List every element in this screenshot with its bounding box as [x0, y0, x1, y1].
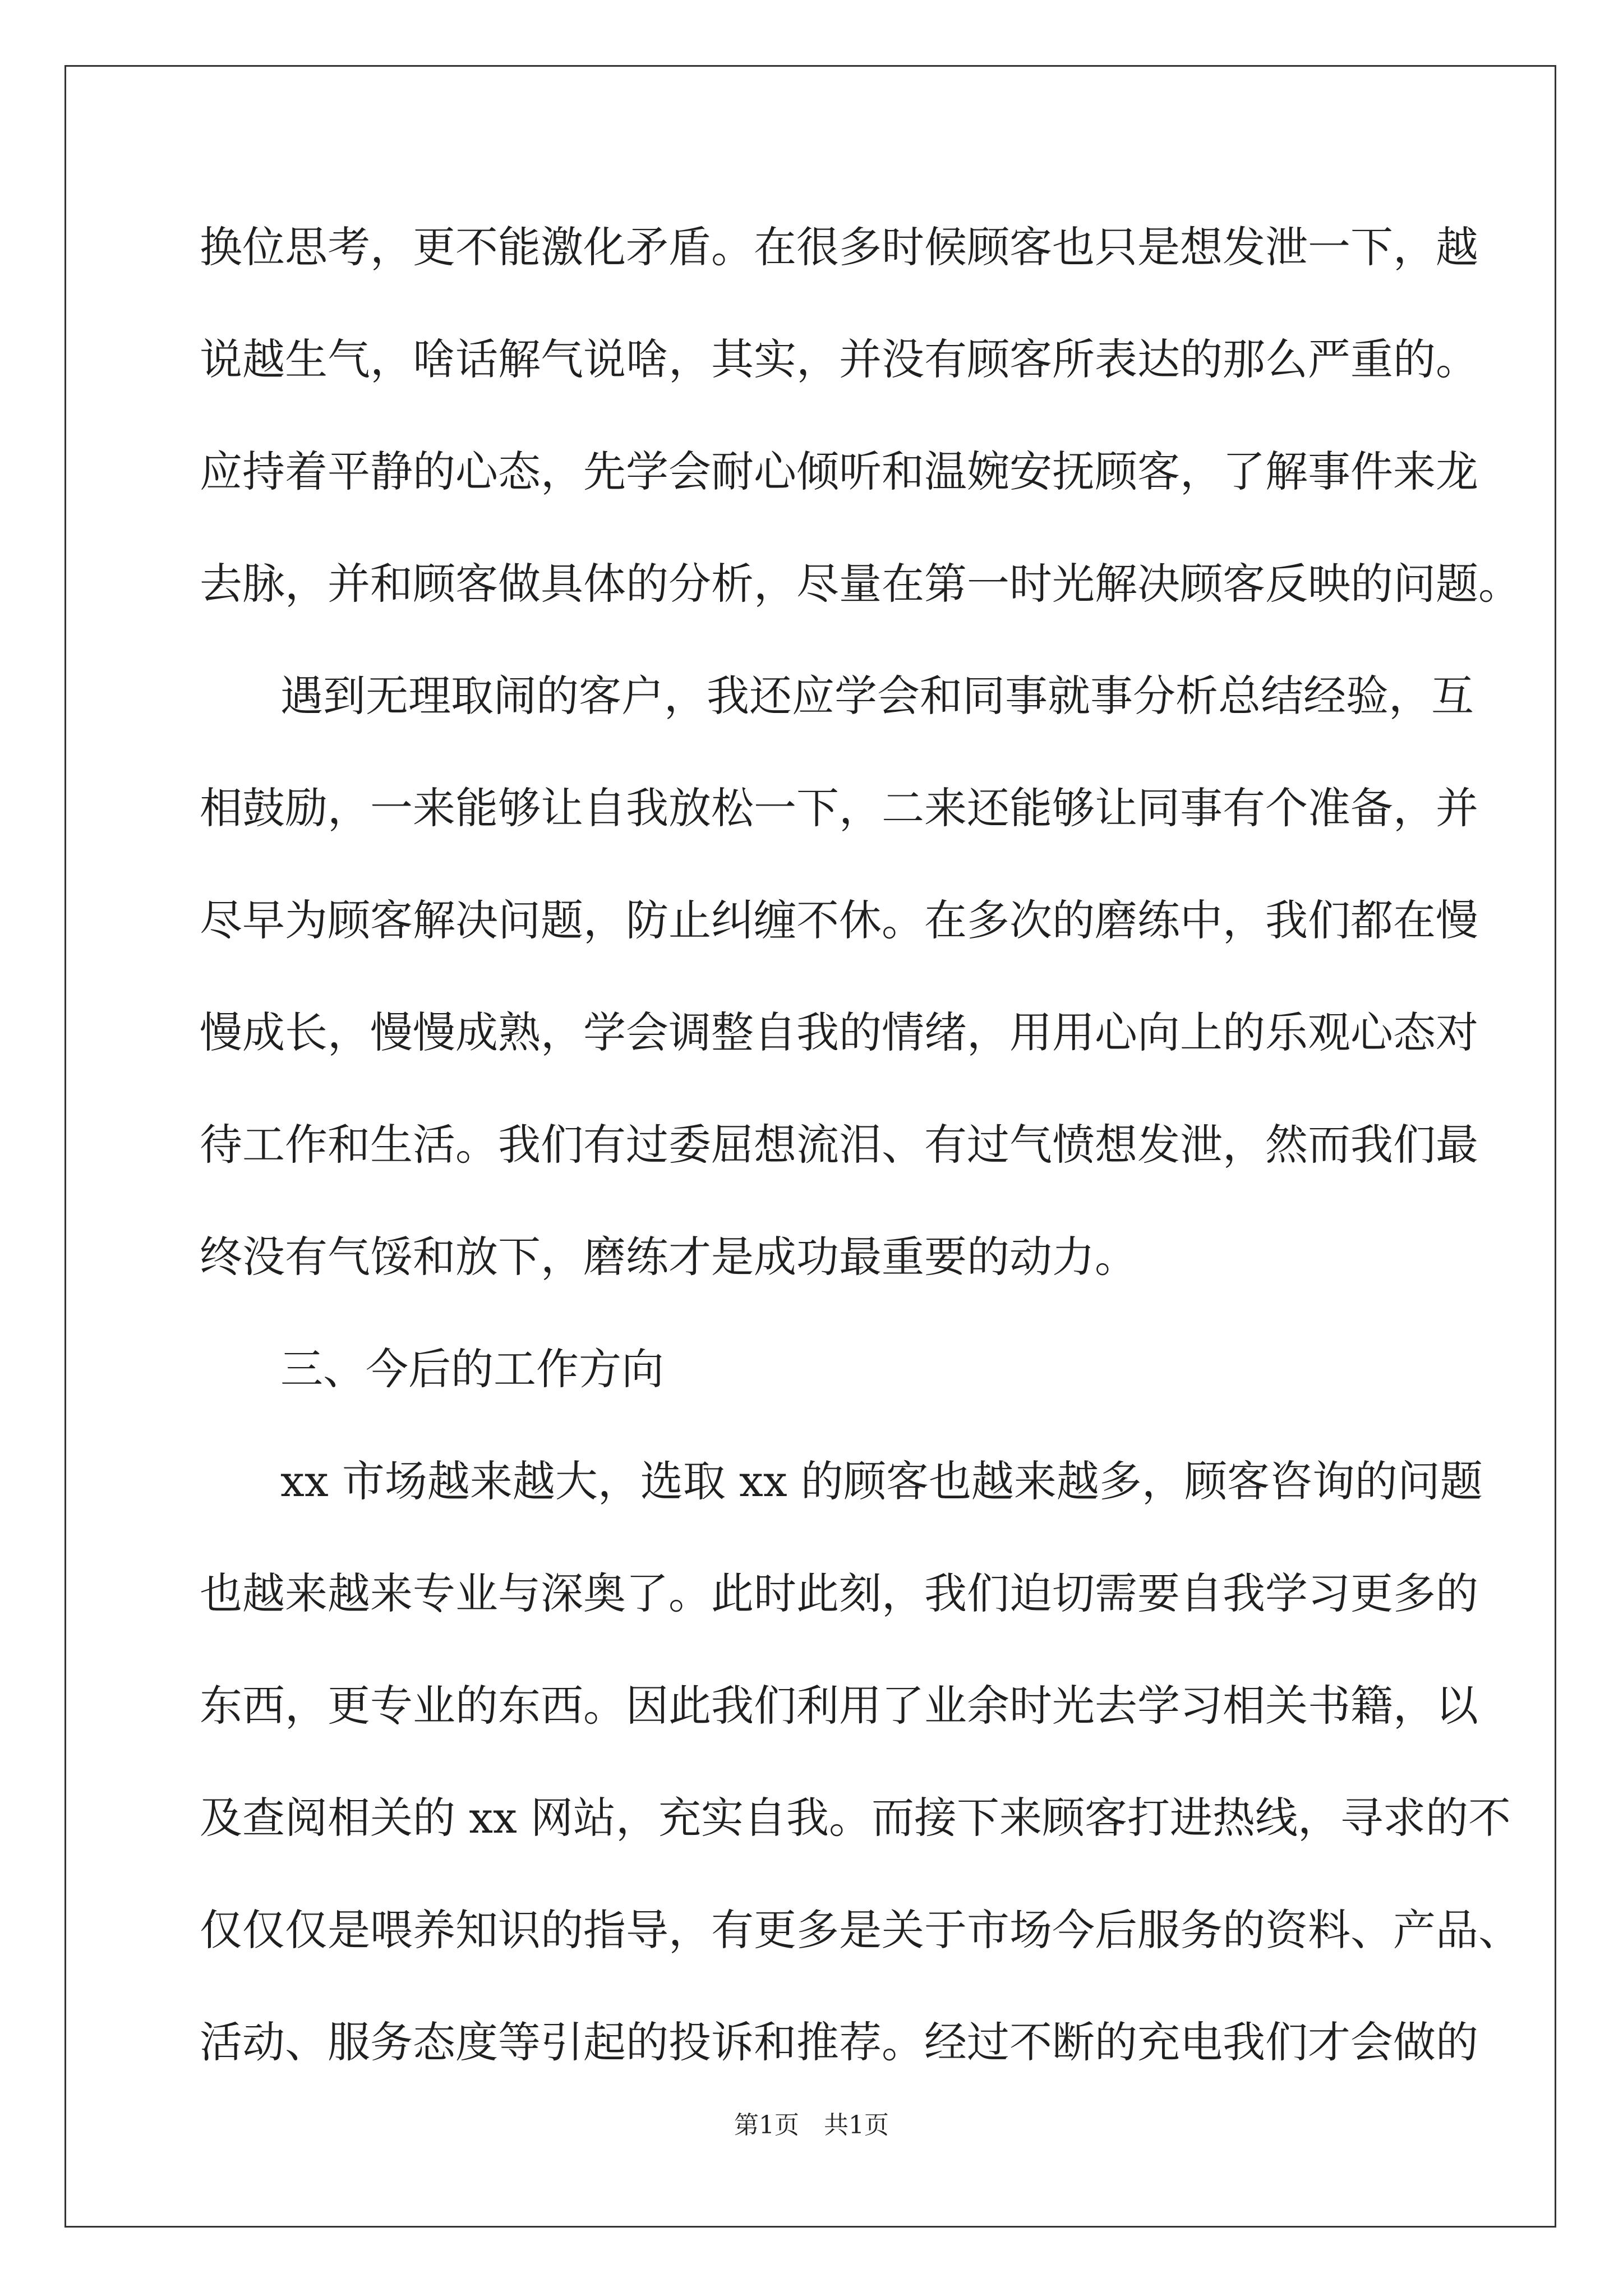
- body-line: 换位思考，更不能激化矛盾。在很多时候顾客也只是想发泄一下，越: [200, 222, 1478, 272]
- body-line: 东西，更专业的东西。因此我们利用了业余时光去学习相关书籍，以: [200, 1681, 1478, 1731]
- body-line: 相鼓励，一来能够让自我放松一下，二来还能够让同事有个准备，并: [200, 783, 1478, 833]
- body-line: 也越来越来专业与深奥了。此时此刻，我们迫切需要自我学习更多的: [200, 1568, 1478, 1618]
- body-line: 说越生气，啥话解气说啥，其实，并没有顾客所表达的那么严重的。: [200, 334, 1478, 384]
- body-line: 尽早为顾客解决问题，防止纠缠不休。在多次的磨练中，我们都在慢: [200, 895, 1478, 945]
- body-line: 去脉，并和顾客做具体的分析，尽量在第一时光解决顾客反映的问题。: [200, 559, 1521, 609]
- body-line: 仅仅仅是喂养知识的指导，有更多是关于市场今后服务的资料、产品、: [200, 1905, 1521, 1955]
- body-line: 待工作和生活。我们有过委屈想流泪、有过气愤想发泄，然而我们最: [200, 1120, 1478, 1170]
- section-heading: 三、今后的工作方向: [280, 1344, 664, 1394]
- body-line: 慢成长，慢慢成熟，学会调整自我的情绪，用用心向上的乐观心态对: [200, 1007, 1478, 1057]
- page-number-footer: 第1页 共1页: [734, 2111, 889, 2139]
- body-line: 活动、服务态度等引起的投诉和推荐。经过不断的充电我们才会做的: [200, 2017, 1478, 2067]
- body-line: 应持着平静的心态，先学会耐心倾听和温婉安抚顾客，了解事件来龙: [200, 447, 1478, 496]
- body-line: 终没有气馁和放下，磨练才是成功最重要的动力。: [200, 1232, 1137, 1282]
- body-line: 及查阅相关的 xx 网站，充实自我。而接下来顾客打进热线，寻求的不: [200, 1793, 1511, 1843]
- body-line: 遇到无理取闹的客户，我还应学会和同事就事分析总结经验，互: [280, 671, 1474, 721]
- body-line: xx 市场越来越大，选取 xx 的顾客也越来越多，顾客咨询的问题: [280, 1456, 1483, 1506]
